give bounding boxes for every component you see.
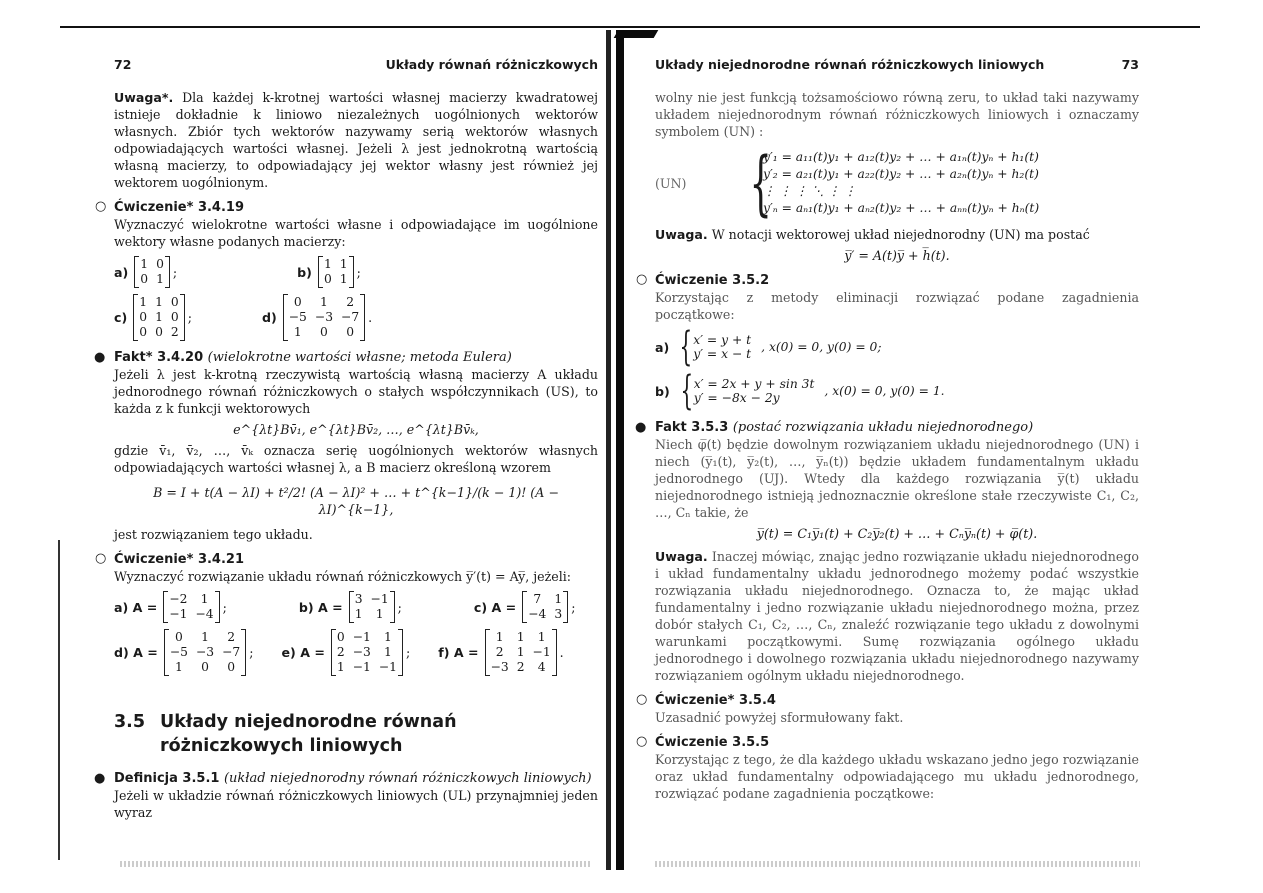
matrix-cell: 1 [516, 645, 525, 659]
matrix-cell: 1 [140, 257, 149, 271]
matrix-cell: 2 [346, 295, 355, 309]
exercise-title: Ćwiczenie* 3.4.21 [114, 552, 245, 567]
circle-icon: ○ [636, 734, 648, 749]
remark-label: Uwaga*. [114, 90, 174, 105]
matrix-cell: 3 [354, 592, 363, 606]
page-edge [58, 540, 60, 860]
circle-icon: ○ [95, 551, 107, 566]
matrix-cell: 0 [155, 325, 163, 339]
circle-icon: ○ [636, 272, 648, 287]
matrix [134, 256, 170, 288]
running-head: Układy równań różniczkowych [385, 57, 598, 72]
system-rows [763, 149, 1039, 217]
matrix-cell: 1 [139, 295, 148, 309]
fact-heading [635, 419, 1139, 436]
exercise-heading [95, 199, 598, 216]
item-label: c) [114, 310, 128, 325]
matrix [163, 591, 219, 623]
remark-text: Dla każdej k-krotnej wartości własnej macierzy kwadratowej istnieje dokładnie k liniowo niezależnych uogólnionych wektorów własnych. Zbiór tych wektorów nazywamy serią wektorów własnych odpowiadających wartości własnej. Jeżeli λ jest jednokrotną wartością własną macierzy, to odpowiadający jej wektor własny jest również jej wektorem uogólnionym. [114, 90, 598, 190]
top-rule [60, 26, 1200, 28]
punct: ; [406, 645, 411, 660]
system-label: (UN) [655, 175, 687, 191]
matrix-row [114, 256, 598, 288]
matrix-row [114, 629, 598, 676]
section-heading [114, 710, 598, 758]
circle-icon: ○ [95, 199, 107, 214]
matrix-cell: −3 [314, 310, 334, 324]
matrix [164, 629, 246, 676]
matrix-cell: 1 [201, 630, 209, 644]
matrix-cell: −4 [195, 607, 214, 621]
punct: ; [222, 599, 227, 615]
matrix-cell: −4 [528, 607, 547, 621]
matrix-cell: −7 [341, 310, 360, 324]
matrix-cell: 0 [201, 660, 209, 674]
matrix-cell: 1 [155, 310, 163, 324]
matrix-cell: −5 [169, 645, 188, 659]
item-label: c) A = [473, 599, 517, 615]
matrix-cell: −1 [352, 660, 371, 674]
item-label: b) [297, 264, 312, 280]
exercise-title: Ćwiczenie 3.5.5 [655, 735, 770, 750]
un-system [655, 142, 1139, 224]
punct: . [368, 310, 373, 325]
definition-title: Definicja 3.5.1 [114, 771, 220, 786]
fact-heading [94, 349, 598, 366]
system-row: y′ = −8x − 2y [693, 391, 780, 405]
matrix-cell: −1 [352, 630, 371, 644]
fact-subtitle: (postać rozwiązania układu niejednorodnego) [732, 420, 1034, 435]
scan-noise-left [120, 861, 590, 867]
item-label: a) [114, 264, 129, 280]
matrix-cell: 1 [155, 295, 163, 309]
right-header [655, 56, 1139, 73]
matrix [522, 591, 568, 623]
fact-text: Niech φ̅(t) będzie dowolnym rozwiązaniem układu niejednorodnego (UN) i niech (y̅₁(t), y̅₂(t), …, y̅ₙ(t)) będzie układem fundamentalnym układu jednorodnego (UJ). Wtedy dla każdego rozwiązania y̅(t) układu niejednorodnego istnieją jednoznacznie określone stałe rzeczywiste C₁, C₂, …, Cₙ takie, że [655, 437, 1139, 520]
matrix-cell: −3 [352, 645, 371, 659]
fact-text: jest rozwiązaniem tego układu. [114, 527, 313, 542]
item-label: a) A = [114, 599, 158, 615]
section-title: Układy niejednorodne równań różniczkowych liniowych [160, 712, 457, 756]
fact-title: Fakt 3.5.3 [655, 420, 729, 435]
fact-title: Fakt* 3.4.20 [114, 350, 204, 365]
matrix-cell: 1 [375, 607, 384, 621]
bullet-icon: ● [94, 350, 106, 365]
equation: e^{λt}Bv̄₁, e^{λt}Bv̄₂, …, e^{λt}Bv̄ₖ, [233, 422, 479, 437]
ivp-b [655, 368, 1139, 414]
punct: ; [187, 310, 192, 325]
matrix-row [114, 591, 598, 623]
exercise-title: Ćwiczenie* 3.4.19 [114, 200, 245, 215]
matrix-cell: −3 [195, 645, 215, 659]
punct: ; [249, 645, 254, 660]
system-row: ⋮ ⋮ ⋮ ⋱ ⋮ ⋮ [763, 184, 857, 198]
page-number: 72 [114, 57, 132, 72]
brace-icon: { [749, 142, 772, 224]
exercise-heading [636, 734, 1139, 751]
matrix-cell: 2 [170, 325, 179, 339]
definition-subtitle: (układ niejednorodny równań różniczkowych liniowych) [223, 771, 592, 786]
fact-subtitle: (wielokrotne wartości własne; metoda Eulera) [207, 350, 512, 365]
matrix-cell: 2 [227, 630, 236, 644]
equation: y̅(t) = C₁y̅₁(t) + C₂y̅₂(t) + … + Cₙy̅ₙ(t) + φ̅(t). [756, 526, 1038, 541]
matrix-cell: −3 [490, 660, 509, 674]
matrix [485, 629, 557, 676]
matrix [133, 294, 184, 341]
remark [114, 89, 598, 191]
exercise-text: Wyznaczyć rozwiązanie układu równań różniczkowych y̅′(t) = Ay̅, jeżeli: [114, 569, 572, 584]
matrix-cell: 2 [516, 660, 525, 674]
definition-text: Jeżeli w układzie równań różniczkowych liniowych (UL) przynajmniej jeden wyraz [114, 788, 598, 820]
punct: ; [172, 264, 178, 280]
matrix-cell: −1 [378, 660, 397, 674]
matrix [283, 294, 365, 341]
system-row: y′ = x − t [693, 347, 752, 361]
brace-icon: { [680, 368, 694, 414]
brace-icon: { [679, 324, 693, 370]
matrix-cell: −1 [370, 592, 389, 606]
matrix-cell: 1 [156, 272, 164, 286]
remark-label: Uwaga. [655, 227, 708, 242]
exercise-text: Korzystając z tego, że dla każdego układu wskazano jedno jego rozwiązanie oraz układ fundamentalny odpowiadającego mu układu jednorodnego, rozwiązać podane zagadnienia początkowe: [655, 752, 1139, 801]
exercise-heading [636, 272, 1139, 289]
running-head: Układy niejednorodne równań różniczkowych liniowych [655, 57, 1045, 72]
matrix-cell: 1 [175, 660, 183, 674]
matrix-cell: 0 [175, 630, 183, 644]
equation: B = I + t(A − λI) + t²/2! (A − λI)² + … + t^{k−1}/(k − 1)! (A − λI)^{k−1}, [153, 485, 559, 517]
matrix-cell: 1 [336, 660, 345, 674]
punct: ; [571, 599, 576, 615]
matrix-cell: 1 [293, 325, 302, 339]
exercise-title: Ćwiczenie* 3.5.4 [655, 693, 776, 708]
system-row: y′ₙ = aₙ₁(t)y₁ + aₙ₂(t)y₂ + … + aₙₙ(t)yₙ + hₙ(t) [763, 201, 1040, 215]
exercise-text: Uzasadnić powyżej sformułowany fakt. [655, 710, 904, 725]
definition-text: wolny nie jest funkcją tożsamościowo równą zeru, to układ taki nazywamy układem niejednorodnym równań różniczkowych liniowych i oznaczamy symbolem (UN) : [655, 90, 1139, 139]
exercise-heading [636, 692, 1139, 709]
circle-icon: ○ [636, 692, 648, 707]
matrix-cell: 0 [320, 325, 328, 339]
matrix [331, 629, 403, 676]
system-row: y′₂ = a₂₁(t)y₁ + a₂₂(t)y₂ + … + a₂ₙ(t)yₙ + h₂(t) [763, 167, 1039, 181]
matrix-cell: 1 [323, 257, 332, 271]
exercise-title: Ćwiczenie 3.5.2 [655, 273, 770, 288]
matrix-cell: 2 [495, 645, 504, 659]
bullet-icon: ● [635, 420, 647, 435]
matrix-cell: −1 [169, 607, 188, 621]
fact-text: Jeżeli λ jest k-krotną rzeczywistą wartością własną macierzy A układu jednorodnego równań różniczkowych o stałych współczynnikach (US), to każda z k funkcji wektorowych [114, 367, 598, 416]
matrix-cell: 0 [170, 295, 179, 309]
system-row: x′ = 2x + y + sin 3t [693, 377, 815, 391]
matrix-cell: 4 [537, 660, 546, 674]
matrix-cell: 1 [354, 607, 363, 621]
matrix-cell: −1 [532, 645, 551, 659]
punct: ; [397, 599, 402, 615]
system-row: y′₁ = a₁₁(t)y₁ + a₁₂(t)y₂ + … + a₁ₙ(t)yₙ + h₁(t) [763, 150, 1039, 164]
matrix-cell: 0 [346, 325, 355, 339]
item-label: b) [655, 383, 670, 399]
matrix-cell: −7 [222, 645, 241, 659]
matrix-cell: 0 [336, 630, 345, 644]
item-label: a) [655, 339, 670, 355]
ivp-a [655, 324, 1139, 370]
left-header [114, 56, 598, 73]
matrix-cell: 0 [227, 660, 236, 674]
matrix [349, 591, 395, 623]
remark-text: Inaczej mówiąc, znając jedno rozwiązanie układu niejednorodnego i układ fundamentalny układu jednorodnego możemy podać wszystkie rozwiązania układu niejednorodnego. Oznacza to, że mając układ fundamentalny i jedno rozwiązanie układu niejednorodnego można, przez dobór stałych C₁, C₂, …, Cₙ, znaleźć rozwiązanie tego układu z dowolnymi warunkami początkowymi. Sumę rozwiązania ogólnego układu jednorodnego i dowolnego rozwiązania układu niejednorodnego nazywamy rozwiązaniem ogólnym układu niejednorodnego. [655, 549, 1139, 683]
bullet-icon: ● [94, 771, 106, 786]
matrix-cell: 7 [533, 592, 542, 606]
exercise-text: Wyznaczyć wielokrotne wartości własne i odpowiadające im uogólnione wektory własne podanych macierzy: [114, 217, 598, 249]
page-number: 73 [1121, 57, 1139, 72]
exercise-heading [95, 551, 598, 568]
remark-label: Uwaga. [655, 549, 708, 564]
right-page [635, 56, 1139, 806]
matrix-cell: 0 [170, 310, 179, 324]
matrix-cell: 0 [156, 257, 164, 271]
section-number: 3.5 [114, 712, 146, 732]
matrix-cell: −2 [169, 592, 188, 606]
remark-text: W notacji wektorowej układ niejednorodny (UN) ma postać [711, 227, 1090, 242]
matrix-row [114, 294, 598, 341]
equation: y̅′ = A(t)y̅ + h̅(t). [844, 248, 950, 263]
book-spine-right [616, 30, 624, 870]
matrix-cell: 1 [537, 630, 546, 644]
matrix-cell: 0 [139, 325, 148, 339]
matrix-cell: 2 [336, 645, 345, 659]
matrix-cell: 1 [384, 645, 392, 659]
item-label: e) A = [281, 645, 325, 660]
definition-heading [94, 770, 598, 787]
matrix-cell: 3 [554, 607, 563, 621]
book-spine-left [606, 30, 611, 870]
scan-noise-right [655, 861, 1140, 867]
matrix-cell: 1 [384, 630, 392, 644]
punct: . [559, 645, 564, 660]
initial-conditions: , x(0) = 0, y(0) = 0; [761, 339, 882, 354]
matrix-cell: 0 [140, 272, 149, 286]
initial-conditions: , x(0) = 0, y(0) = 1. [824, 383, 945, 398]
punct: ; [356, 264, 361, 280]
matrix-cell: −5 [288, 310, 307, 324]
exercise-text: Korzystając z metody eliminacji rozwiązać podane zagadnienia początkowe: [655, 290, 1139, 322]
matrix [318, 256, 354, 288]
left-page [94, 56, 598, 825]
matrix-cell: 1 [320, 295, 328, 309]
matrix-cell: 0 [293, 295, 302, 309]
matrix-cell: 1 [495, 630, 504, 644]
matrix-cell: 1 [200, 592, 209, 606]
item-label: d) A = [114, 645, 158, 660]
matrix-cell: 1 [339, 257, 348, 271]
matrix-cell: 1 [554, 592, 563, 606]
system-row: x′ = y + t [693, 333, 752, 347]
matrix-cell: 0 [323, 272, 332, 286]
matrix-cell: 0 [139, 310, 148, 324]
matrix-cell: 1 [516, 630, 525, 644]
item-label: b) A = [298, 599, 343, 615]
item-label: f) A = [438, 645, 479, 660]
item-label: d) [261, 310, 277, 325]
matrix-cell: 1 [339, 272, 348, 286]
fact-text: gdzie v̄₁, v̄₂, …, v̄ₖ oznacza serię uogólnionych wektorów własnych odpowiadających wartości własnej λ, a B macierz określoną wzorem [114, 443, 598, 475]
